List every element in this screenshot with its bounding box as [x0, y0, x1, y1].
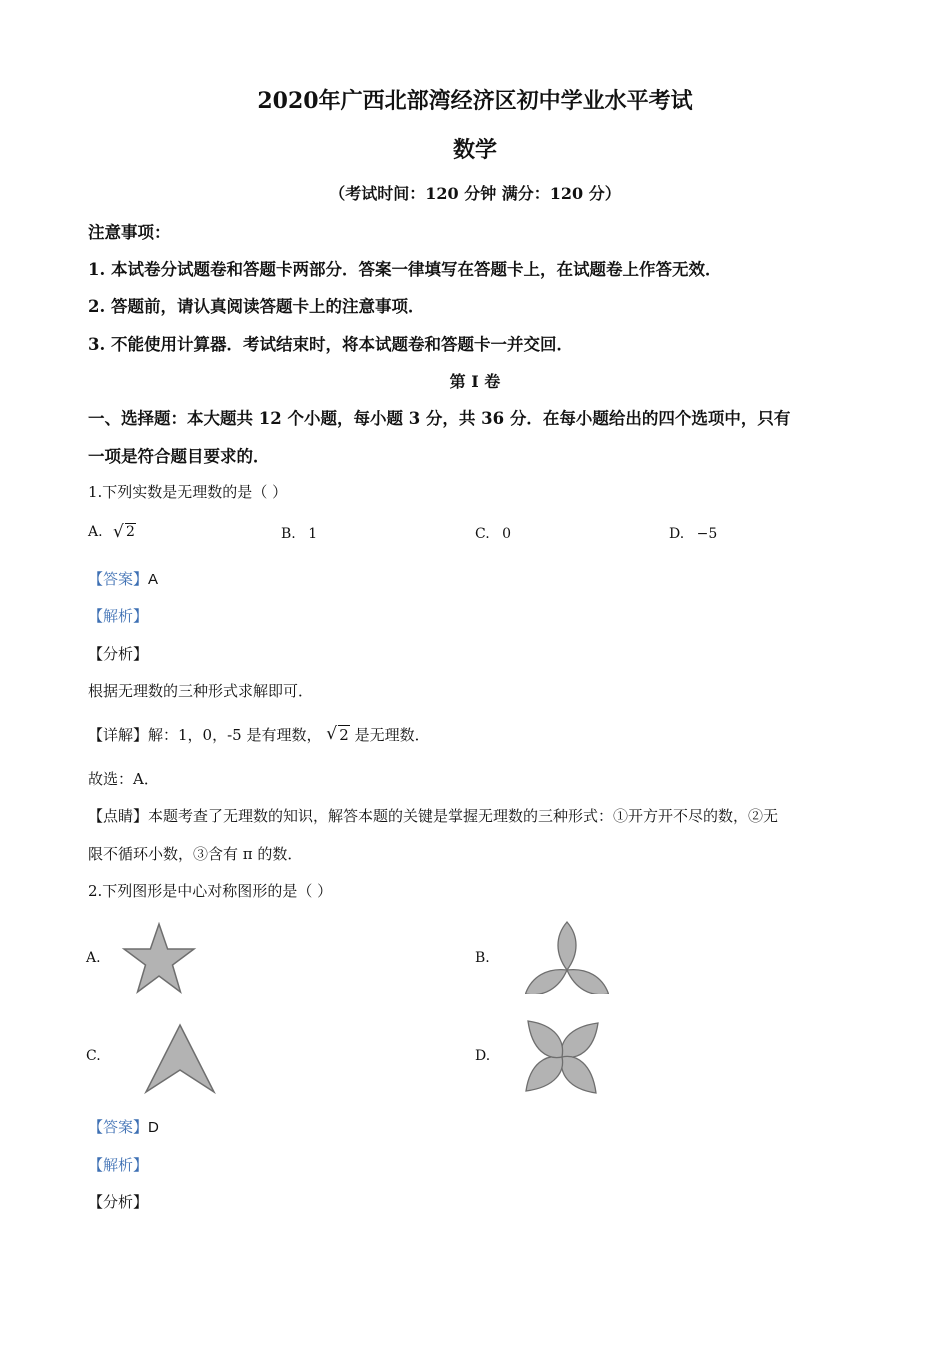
notice-item: 2. 答题前，请认真阅读答题卡上的注意事项． [88, 297, 425, 316]
option-d [669, 526, 717, 542]
notice-item: 3. 不能使用计算器．考试结束时，将本试题卷和答题卡一并交回． [88, 335, 573, 354]
option-a [88, 524, 136, 540]
comment-line [88, 805, 778, 826]
answer-value: D [148, 1119, 159, 1136]
option-value: 1 [308, 526, 318, 542]
star-shape-icon [120, 922, 198, 996]
radicand: 2 [126, 524, 135, 540]
three-petal-shape-icon [525, 920, 609, 994]
option-letter: B. [281, 526, 296, 542]
arrowhead-shape-icon [142, 1022, 218, 1096]
question-stem: 1.下列实数是无理数的是（ ） [88, 483, 288, 501]
answer-tag: 【答案】 [88, 1118, 149, 1136]
option-letter: A. [86, 950, 101, 966]
option-letter: A. [88, 524, 103, 540]
option-value: −5 [696, 526, 718, 542]
notice-heading: 注意事项： [88, 223, 171, 242]
radicand: 2 [339, 726, 349, 744]
answer-tag: 【答案】 [88, 570, 149, 588]
detail-text: 是无理数． [354, 726, 430, 744]
option-letter: D. [475, 1048, 491, 1064]
four-petal-shape-icon [524, 1020, 600, 1094]
comment-line: 限不循环小数，③含有 π 的数． [88, 845, 303, 863]
sqrt-expression [113, 524, 136, 540]
choose-line: 故选：A． [88, 770, 159, 788]
option-letter: B. [475, 950, 490, 966]
option-letter: D. [669, 526, 685, 542]
fenxi-tag: 【分析】 [88, 1193, 149, 1211]
option-letter: C. [86, 1048, 101, 1064]
question-stem: 2.下列图形是中心对称图形的是（ ） [88, 882, 333, 900]
option-value: 0 [502, 526, 512, 542]
analysis-tag: 【解析】 [88, 607, 149, 625]
section-title: 第 I 卷 [449, 372, 501, 391]
notice-item: 1. 本试卷分试题卷和答题卡两部分．答案一律填写在答题卡上，在试题卷上作答无效． [88, 260, 722, 279]
option-letter: C. [475, 526, 490, 542]
exam-subject: 数学 [452, 137, 497, 163]
exam-title: 2020年广西北部湾经济区初中学业水平考试 [257, 88, 693, 114]
detail-line [88, 724, 430, 745]
comment-tag: 【点睛】 [88, 807, 149, 825]
option-c [475, 526, 511, 542]
answer-line [88, 568, 158, 589]
answer-value: A [148, 571, 159, 588]
fenxi-text: 根据无理数的三种形式求解即可． [88, 682, 314, 700]
option-b [281, 526, 317, 542]
answer-line [88, 1116, 159, 1137]
section-intro: 一项是符合题目要求的． [88, 447, 270, 466]
section-intro: 一、选择题：本大题共 12 个小题，每小题 3 分，共 36 分．在每小题给出的四个选项中，只有 [88, 409, 791, 428]
analysis-tag: 【解析】 [88, 1156, 149, 1174]
comment-text: 本题考查了无理数的知识，解答本题的关键是掌握无理数的三种形式：①开方开不尽的数，②无 [148, 807, 779, 825]
fenxi-tag: 【分析】 [88, 645, 149, 663]
sqrt-expression [326, 726, 350, 744]
exam-meta: （考试时间：120 分钟 满分：120 分） [329, 184, 621, 203]
detail-text: 解：1，0，-5 是有理数， [148, 726, 322, 744]
detail-tag: 【详解】 [88, 726, 149, 744]
